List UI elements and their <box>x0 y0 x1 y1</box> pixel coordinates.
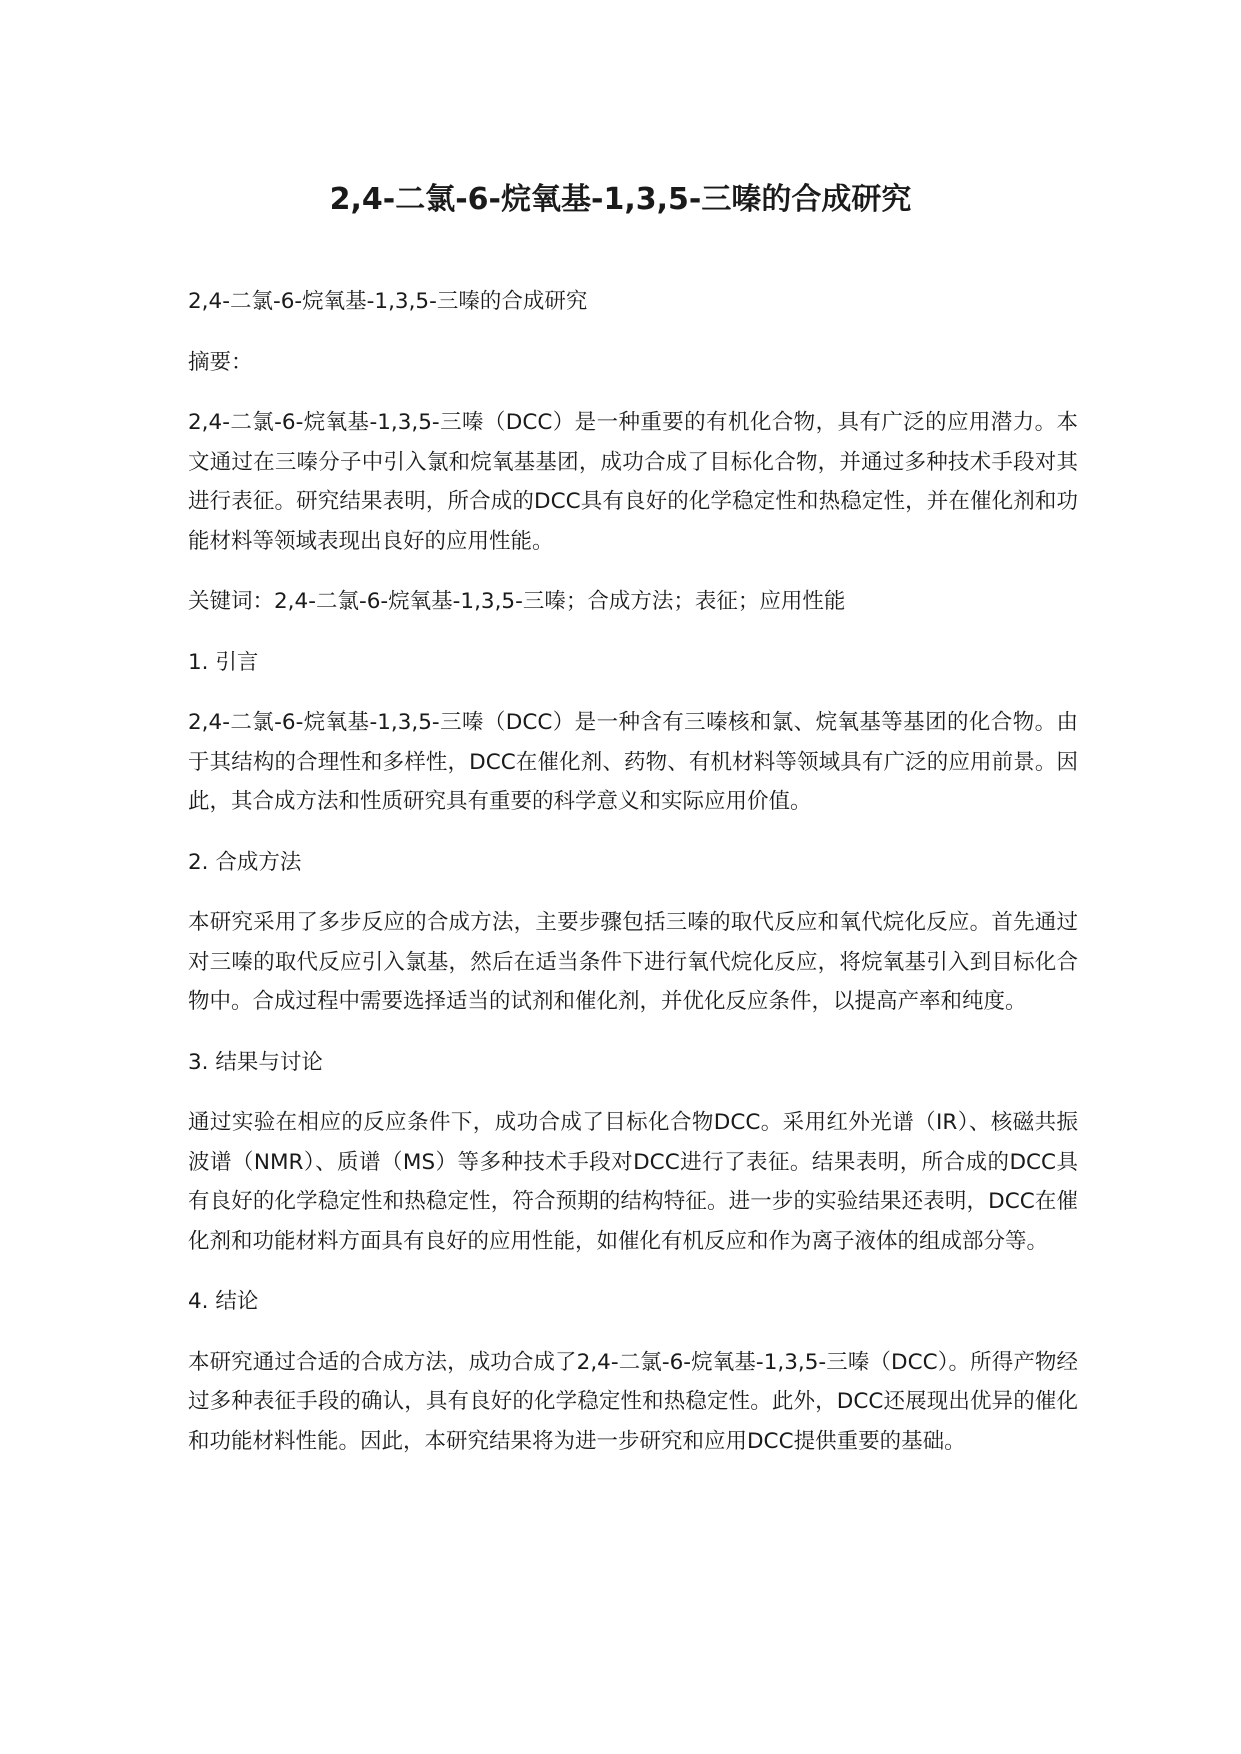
section-heading-results: 3. 结果与讨论 <box>188 1049 323 1075</box>
conclusion-paragraph: 本研究通过合适的合成方法，成功合成了2,4-二氯-6-烷氧基-1,3,5-三嗪（DCC）。所得产物经过多种表征手段的确认，具有良好的化学稳定性和热稳定性。此外，DCC还展现出优异的催化和功能材料性能。因此，本研究结果将为进一步研究和应用DCC提供重要的基础。 <box>188 1349 1078 1454</box>
document-title: 2,4-二氯-6-烷氧基-1,3,5-三嗪的合成研究 <box>329 182 912 217</box>
abstract-heading: 摘要： <box>188 349 253 375</box>
section-heading-methods: 2. 合成方法 <box>188 849 302 875</box>
results-paragraph: 通过实验在相应的反应条件下，成功合成了目标化合物DCC。采用红外光谱（IR）、核磁共振波谱（NMR）、质谱（MS）等多种技术手段对DCC进行了表征。结果表明，所合成的DCC具有良好的化学稳定性和热稳定性，符合预期的结构特征。进一步的实验结果还表明，DCC在催化剂和功能材料方面具有良好的应用性能，如催化有机反应和作为离子液体的组成部分等。 <box>188 1110 1078 1254</box>
methods-paragraph: 本研究采用了多步反应的合成方法，主要步骤包括三嗪的取代反应和氧代烷化反应。首先通过对三嗪的取代反应引入氯基，然后在适当条件下进行氧代烷化反应，将烷氧基引入到目标化合物中。合成过程中需要选择适当的试剂和催化剂，并优化反应条件，以提高产率和纯度。 <box>188 910 1078 1014</box>
document-body <box>188 282 1078 1482</box>
keywords-line: 关键词：2,4-二氯-6-烷氧基-1,3,5-三嗪；合成方法；表征；应用性能 <box>188 589 846 614</box>
introduction-paragraph: 2,4-二氯-6-烷氧基-1,3,5-三嗪（DCC）是一种含有三嗪核和氯、烷氧基等基团的化合物。由于其结构的合理性和多样性，DCC在催化剂、药物、有机材料等领域具有广泛的应用前景。因此，其合成方法和性质研究具有重要的科学意义和实际应用价值。 <box>188 710 1078 814</box>
section-heading-conclusion: 4. 结论 <box>188 1289 259 1314</box>
subtitle-line: 2,4-二氯-6-烷氧基-1,3,5-三嗪的合成研究 <box>188 289 588 314</box>
section-heading-introduction: 1. 引言 <box>188 649 259 675</box>
abstract-paragraph: 2,4-二氯-6-烷氧基-1,3,5-三嗪（DCC）是一种重要的有机化合物，具有广泛的应用潜力。本文通过在三嗪分子中引入氯和烷氧基基团，成功合成了目标化合物，并通过多种技术手段对其进行表征。研究结果表明，所合成的DCC具有良好的化学稳定性和热稳定性，并在催化剂和功能材料等领域表现出良好的应用性能。 <box>188 410 1078 554</box>
